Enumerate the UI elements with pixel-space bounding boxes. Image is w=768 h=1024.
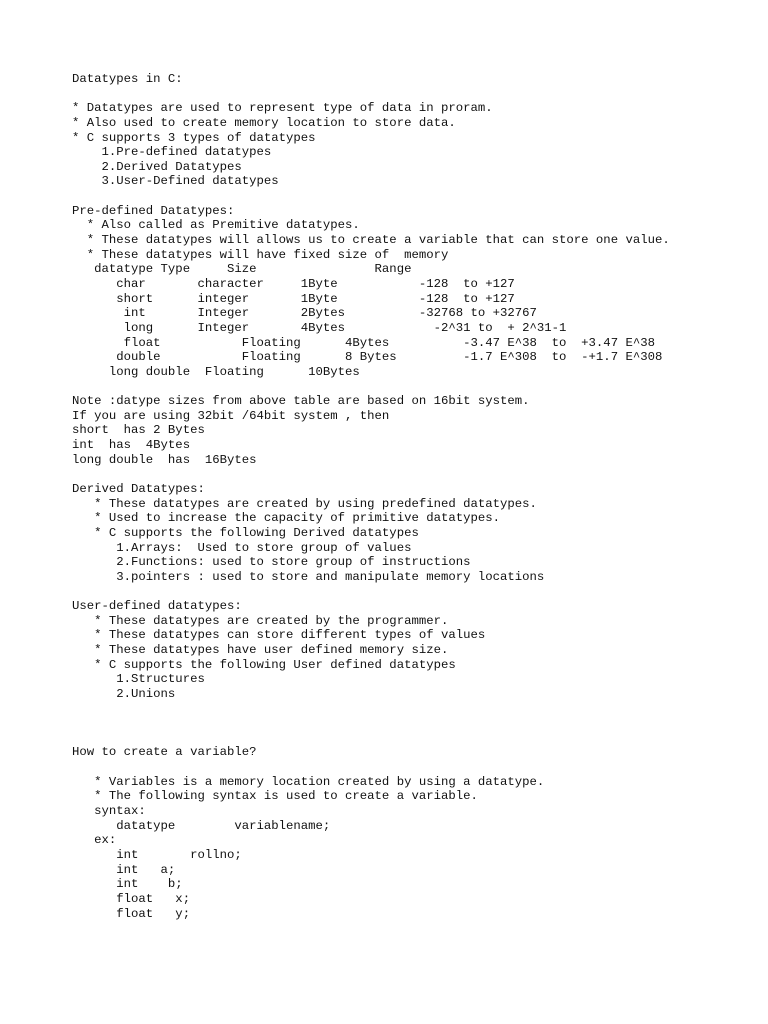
- text-line: long Integer 4Bytes -2^31 to + 2^31-1: [72, 320, 567, 335]
- text-line: * These datatypes will allows us to create a variable that can store one value.: [72, 233, 670, 248]
- text-line: * These datatypes are created by the programmer.: [72, 613, 449, 628]
- text-line: * These datatypes will have fixed size of memory: [72, 247, 449, 262]
- text-line: * These datatypes have user defined memory size.: [72, 642, 449, 657]
- text-line: Pre-defined Datatypes:: [72, 203, 235, 218]
- document-text: [72, 72, 670, 921]
- text-line: int a;: [72, 862, 176, 877]
- text-line: Derived Datatypes:: [72, 481, 205, 496]
- text-line: [72, 189, 670, 204]
- text-line: double Floating 8 Bytes -1.7 E^308 to -+1.7 E^308: [72, 350, 663, 365]
- text-line: float x;: [72, 891, 191, 906]
- text-line: 1.Arrays: Used to store group of values: [72, 540, 412, 555]
- text-line: [72, 467, 670, 482]
- text-line: long double has 16Bytes: [72, 452, 257, 467]
- text-line: Note :datype sizes from above table are based on 16bit system.: [72, 394, 530, 409]
- text-line: How to create a variable?: [72, 745, 257, 760]
- text-line: float y;: [72, 906, 191, 921]
- text-line: * Also used to create memory location to store data.: [72, 115, 456, 130]
- text-line: long double Floating 10Bytes: [72, 364, 360, 379]
- text-line: 1.Pre-defined datatypes: [72, 145, 272, 160]
- text-line: * C supports 3 types of datatypes: [72, 130, 316, 145]
- text-line: * Used to increase the capacity of primitive datatypes.: [72, 511, 501, 526]
- text-line: char character 1Byte -128 to +127: [72, 276, 515, 291]
- text-line: User-defined datatypes:: [72, 599, 242, 614]
- text-line: ex:: [72, 833, 117, 848]
- text-line: If you are using 32bit /64bit system , then: [72, 408, 390, 423]
- text-line: [72, 716, 670, 731]
- text-line: 3.User-Defined datatypes: [72, 174, 279, 189]
- text-line: * C supports the following User defined datatypes: [72, 657, 456, 672]
- text-line: datatype Type Size Range: [72, 262, 412, 277]
- text-line: * Variables is a memory location created by using a datatype.: [72, 774, 545, 789]
- text-line: 2.Derived Datatypes: [72, 159, 242, 174]
- text-line: int Integer 2Bytes -32768 to +32767: [72, 306, 537, 321]
- text-line: int has 4Bytes: [72, 438, 191, 453]
- text-line: * These datatypes are created by using predefined datatypes.: [72, 496, 537, 511]
- text-line: * Also called as Premitive datatypes.: [72, 218, 360, 233]
- text-line: 2.Unions: [72, 686, 176, 701]
- text-line: Datatypes in C:: [72, 72, 183, 86]
- text-line: [72, 760, 670, 775]
- text-line: [72, 584, 670, 599]
- text-line: [72, 702, 670, 717]
- text-line: short has 2 Bytes: [72, 423, 205, 438]
- text-line: int rollno;: [72, 847, 242, 862]
- text-line: int b;: [72, 877, 183, 892]
- text-line: [72, 87, 670, 102]
- text-line: * C supports the following Derived datatypes: [72, 525, 419, 540]
- text-line: float Floating 4Bytes -3.47 E^38 to +3.47 E^38: [72, 335, 655, 350]
- text-line: 2.Functions: used to store group of instructions: [72, 555, 471, 570]
- text-line: 1.Structures: [72, 672, 205, 687]
- text-line: [72, 379, 670, 394]
- text-line: datatype variablename;: [72, 818, 331, 833]
- text-line: 3.pointers : used to store and manipulate memory locations: [72, 569, 545, 584]
- text-line: * Datatypes are used to represent type of data in proram.: [72, 101, 493, 116]
- text-line: [72, 731, 670, 746]
- text-line: short integer 1Byte -128 to +127: [72, 291, 515, 306]
- text-line: * The following syntax is used to create a variable.: [72, 789, 478, 804]
- text-line: syntax:: [72, 804, 146, 819]
- text-line: * These datatypes can store different types of values: [72, 628, 486, 643]
